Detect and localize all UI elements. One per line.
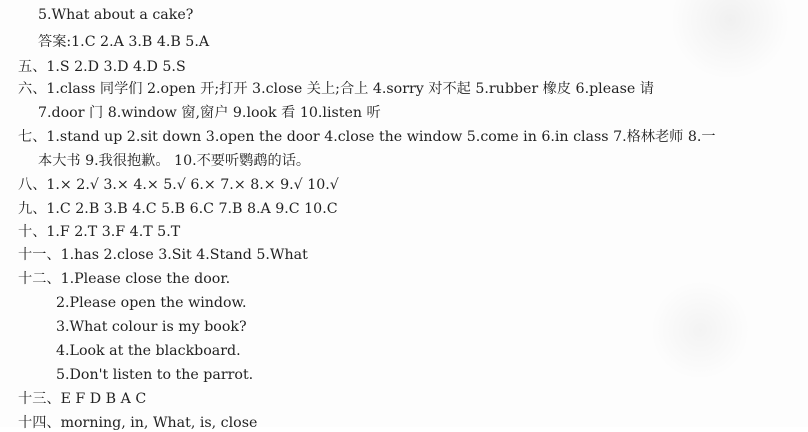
- answer-line-section-6: 六、1.class 同学们 2.open 开;打开 3.close 关上;合上 4.sorry 对不起 5.rubber 橡皮 6.please 请: [18, 81, 654, 97]
- answer-line-section-11: 十一、1.has 2.close 3.Sit 4.Stand 5.What: [18, 247, 308, 263]
- answer-line-section-7-continued: 本大书 9.我很抱歉。 10.不要听鹦鹉的话。: [38, 153, 311, 169]
- answer-line-section-9: 九、1.C 2.B 3.B 4.C 5.B 6.C 7.B 8.A 9.C 10.C: [18, 201, 338, 217]
- answer-line-key: 答案:1.C 2.A 3.B 4.B 5.A: [38, 34, 210, 50]
- answer-line-section-12-item-5: 5.Don't listen to the parrot.: [56, 367, 254, 383]
- answer-line-section-12-item-2: 2.Please open the window.: [56, 295, 247, 311]
- answer-line-section-12: 十二、1.Please close the door.: [18, 271, 231, 287]
- answer-line-section-12-item-3: 3.What colour is my book?: [56, 319, 247, 335]
- answer-line-section-7: 七、1.stand up 2.sit down 3.open the door 4.close the window 5.come in 6.in class 7.格林老师 8.一: [18, 129, 716, 145]
- answer-line-section-8: 八、1.× 2.√ 3.× 4.× 5.√ 6.× 7.× 8.× 9.√ 10.√: [18, 177, 339, 193]
- answer-line-section-6-continued: 7.door 门 8.window 窗,窗户 9.look 看 10.listen 听: [38, 105, 381, 121]
- answer-line-section-5: 五、1.S 2.D 3.D 4.D 5.S: [18, 59, 186, 75]
- answer-line-section-10: 十、1.F 2.T 3.F 4.T 5.T: [18, 224, 181, 240]
- answer-line-section-14: 十四、morning, in, What, is, close: [18, 415, 258, 431]
- answer-line-section-13: 十三、E F D B A C: [18, 391, 147, 407]
- answer-line-section-12-item-4: 4.Look at the blackboard.: [56, 343, 241, 359]
- answer-line-cake-question: 5.What about a cake?: [38, 7, 194, 23]
